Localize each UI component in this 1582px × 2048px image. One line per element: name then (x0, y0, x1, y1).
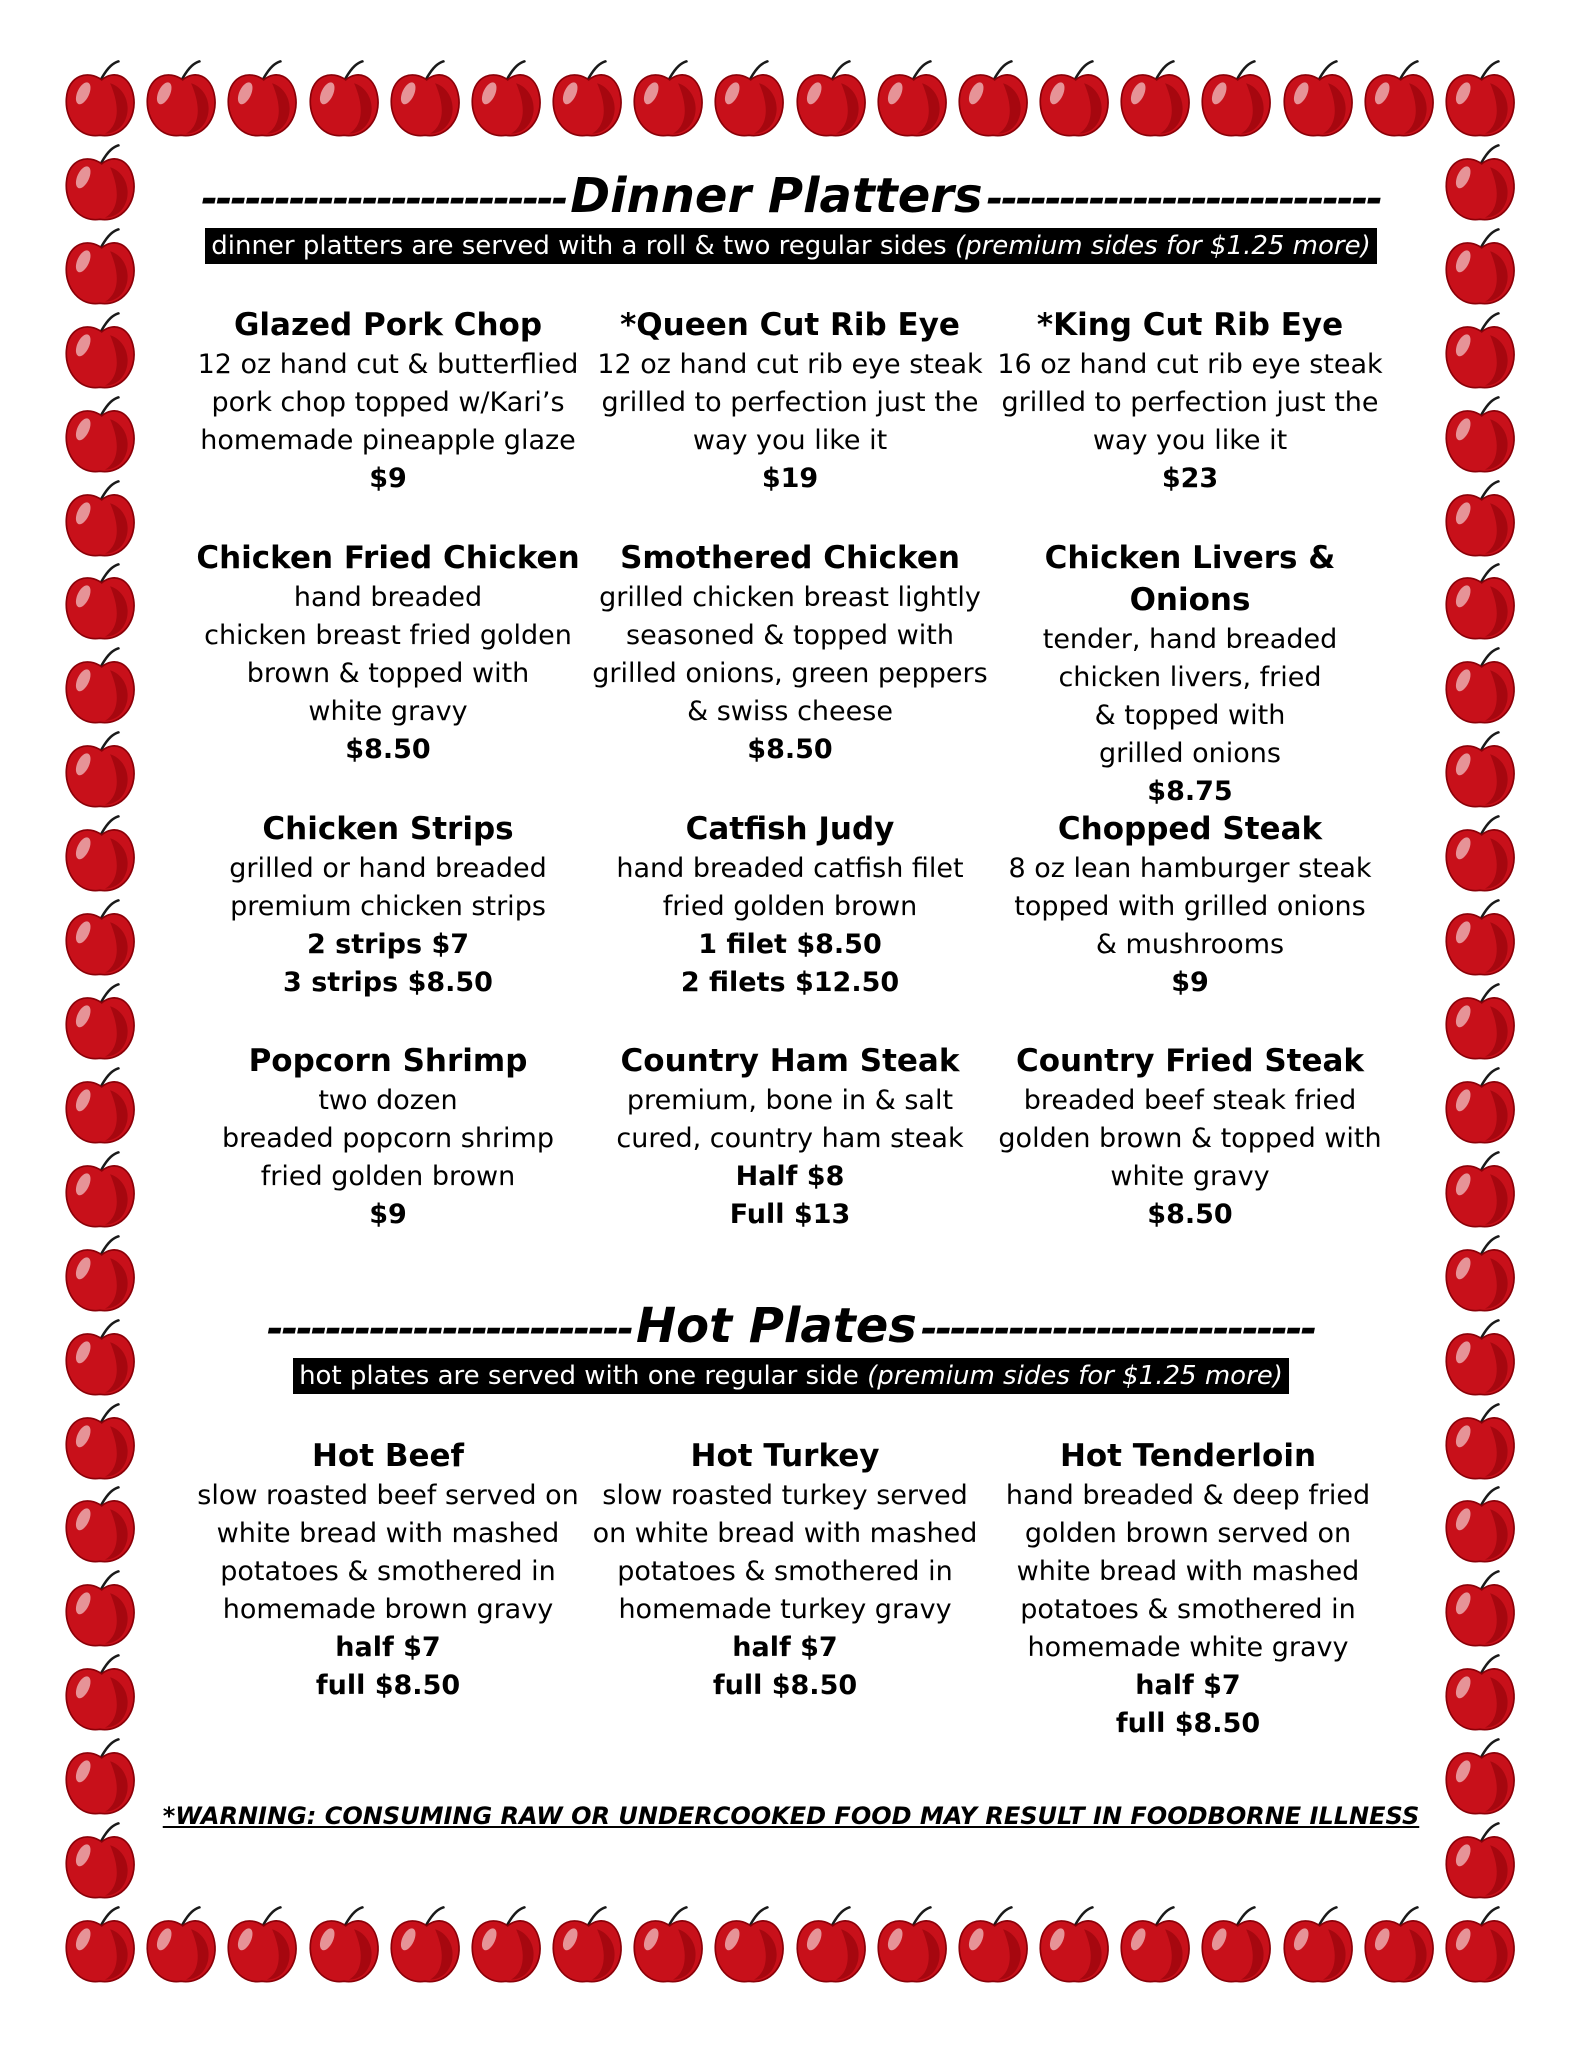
menu-item-description-line: 16 oz hand cut rib eye steak (997, 349, 1383, 380)
red-apple-icon (302, 1904, 386, 1988)
red-apple-icon (1438, 1149, 1522, 1233)
menu-item (590, 304, 990, 498)
menu-item-description-line: grilled chicken breast lightly (599, 582, 981, 613)
dinner-platters-title: Dinner Platters (570, 168, 983, 224)
heading-dashes-right: --------------------------- (986, 176, 1381, 222)
red-apple-icon (58, 394, 142, 478)
menu-item-description-line: grilled to perfection just the (601, 387, 979, 418)
subtitle-text: hot plates are served with one regular side (299, 1361, 868, 1391)
red-apple-icon (58, 1484, 142, 1568)
menu-item-name: Country Ham Steak (620, 1043, 960, 1079)
red-apple-icon (58, 645, 142, 729)
subtitle-text: dinner platters are served with a roll & two regular sides (211, 231, 955, 261)
red-apple-icon (1032, 58, 1116, 142)
menu-item-description-line: hand breaded & deep fried (1005, 1480, 1371, 1511)
red-apple-icon (58, 1065, 142, 1149)
menu-item-description-line: potatoes & smothered in (1020, 1594, 1356, 1625)
menu-item-description-line: & swiss cheese (687, 696, 893, 727)
menu-item-description-line: fried golden brown (662, 891, 918, 922)
menu-item-price: Full $13 (729, 1199, 851, 1230)
red-apple-icon (1438, 1065, 1522, 1149)
menu-item-description-line: breaded popcorn shrimp (222, 1123, 554, 1154)
menu-item (988, 1435, 1388, 1743)
menu-item-price: 1 filet $8.50 (698, 929, 882, 960)
menu-item (990, 808, 1390, 1002)
red-apple-icon (58, 981, 142, 1065)
menu-item-description-line: tender, hand breaded (1042, 624, 1338, 655)
red-apple-icon (1438, 645, 1522, 729)
menu-item-price: $8.50 (747, 734, 833, 765)
menu-item-name: Chopped Steak (1057, 811, 1323, 847)
menu-item-name: Country Fried Steak (1015, 1043, 1365, 1079)
red-apple-icon (707, 1904, 791, 1988)
menu-item (590, 808, 990, 1002)
red-apple-icon (220, 1904, 304, 1988)
red-apple-icon (1357, 1904, 1441, 1988)
menu-item-description-line: chicken breast fried golden (204, 620, 572, 651)
red-apple-icon (951, 58, 1035, 142)
heading-dashes-left: ------------------------- (266, 1306, 632, 1352)
menu-item-description-line: slow roasted beef served on (197, 1480, 579, 1511)
red-apple-icon (58, 310, 142, 394)
menu-item-description-line: 12 oz hand cut rib eye steak (597, 349, 983, 380)
red-apple-icon (1194, 1904, 1278, 1988)
menu-item-price: $9 (369, 463, 407, 494)
menu-item-price: full $8.50 (315, 1670, 461, 1701)
menu-item-description-line: homemade turkey gravy (618, 1594, 952, 1625)
red-apple-icon (789, 1904, 873, 1988)
menu-item-name: *Queen Cut Rib Eye (620, 307, 960, 343)
red-apple-icon (1438, 729, 1522, 813)
menu-item-price: 2 strips $7 (306, 929, 470, 960)
menu-item-price: $9 (369, 1199, 407, 1230)
menu-item-description-line: seasoned & topped with (626, 620, 954, 651)
red-apple-icon (1438, 1820, 1522, 1904)
menu-item-description-line: 12 oz hand cut & butterflied (197, 349, 579, 380)
red-apple-icon (383, 1904, 467, 1988)
menu-item-description-line: homemade pineapple glaze (200, 425, 576, 456)
dinner-platters-heading (0, 168, 1582, 224)
hot-plates-heading (0, 1298, 1582, 1354)
red-apple-icon (1438, 394, 1522, 478)
menu-item-price: $8.75 (1147, 776, 1233, 807)
menu-item-description-line: premium chicken strips (230, 891, 546, 922)
menu-item-description-line: pork chop topped w/Kari’s (211, 387, 565, 418)
red-apple-icon (707, 58, 791, 142)
menu-item-description-line: & mushrooms (1095, 929, 1285, 960)
menu-item-description-line: homemade brown gravy (222, 1594, 554, 1625)
menu-item-description-line: on white bread with mashed (592, 1518, 978, 1549)
red-apple-icon (626, 1904, 710, 1988)
menu-item-description-line: white gravy (1110, 1161, 1270, 1192)
menu-item-description-line: grilled to perfection just the (1001, 387, 1379, 418)
red-apple-icon (464, 1904, 548, 1988)
menu-item-description-line: hand breaded catfish filet (616, 853, 964, 884)
menu-item-name: Popcorn Shrimp (248, 1043, 528, 1079)
menu-item-description-line: fried golden brown (260, 1161, 516, 1192)
menu-item (188, 304, 588, 498)
menu-item-name: Chicken Fried Chicken (196, 540, 580, 576)
red-apple-icon (139, 1904, 223, 1988)
red-apple-icon (870, 1904, 954, 1988)
red-apple-icon (1276, 1904, 1360, 1988)
red-apple-icon (951, 1904, 1035, 1988)
menu-item-description-line: two dozen (318, 1085, 458, 1116)
red-apple-icon (789, 58, 873, 142)
menu-item-price: $8.50 (1147, 1199, 1233, 1230)
menu-item-name: Catfish Judy (685, 811, 895, 847)
red-apple-icon (1438, 897, 1522, 981)
red-apple-icon (58, 478, 142, 562)
heading-dashes-right: --------------------------- (920, 1306, 1316, 1352)
red-apple-icon (1032, 1904, 1116, 1988)
red-apple-icon (383, 58, 467, 142)
red-apple-icon (58, 1652, 142, 1736)
red-apple-icon (545, 1904, 629, 1988)
menu-item-description-line: breaded beef steak fried (1023, 1085, 1357, 1116)
menu-item (590, 1040, 990, 1234)
menu-item-price: half $7 (1135, 1670, 1241, 1701)
menu-item-description-line: golden brown & topped with (998, 1123, 1382, 1154)
red-apple-icon (58, 1401, 142, 1485)
menu-item (188, 808, 588, 1002)
menu-item-description-line: premium, bone in & salt (626, 1085, 954, 1116)
red-apple-icon (139, 58, 223, 142)
menu-item-price: half $7 (732, 1632, 838, 1663)
menu-item (188, 537, 588, 769)
red-apple-icon (545, 58, 629, 142)
menu-item (990, 537, 1390, 811)
menu-item-description-line: topped with grilled onions (1014, 891, 1366, 922)
red-apple-icon (1438, 1652, 1522, 1736)
foodborne-illness-warning: *WARNING: CONSUMING RAW OR UNDERCOOKED FOOD MAY RESULT IN FOODBORNE ILLNESS (162, 1802, 1420, 1830)
menu-item-description-line: homemade white gravy (1027, 1632, 1349, 1663)
subtitle-premium-note: (premium sides for $1.25 more) (867, 1361, 1283, 1391)
menu-item-price: $9 (1171, 967, 1209, 998)
subtitle-premium-note: (premium sides for $1.25 more) (954, 231, 1371, 261)
hot-plates-title: Hot Plates (635, 1298, 917, 1354)
menu-item (990, 304, 1390, 498)
menu-item-description-line: potatoes & smothered in (220, 1556, 556, 1587)
menu-item-name: Hot Beef (311, 1438, 465, 1474)
menu-item-price: $23 (1161, 463, 1219, 494)
red-apple-icon (1357, 58, 1441, 142)
menu-item (188, 1040, 588, 1234)
red-apple-icon (58, 1820, 142, 1904)
menu-item-price: Half $8 (735, 1161, 845, 1192)
red-apple-icon (58, 897, 142, 981)
dinner-platters-subtitle (0, 228, 1582, 264)
menu-item-description-line: white bread with mashed (216, 1518, 560, 1549)
menu-item-name: Glazed Pork Chop (233, 307, 543, 343)
menu-item-price: full $8.50 (1115, 1708, 1261, 1739)
menu-item-description-line: cured, country ham steak (616, 1123, 964, 1154)
red-apple-icon (58, 561, 142, 645)
menu-item-description-line: white bread with mashed (1016, 1556, 1360, 1587)
red-apple-icon (1113, 1904, 1197, 1988)
red-apple-icon (302, 58, 386, 142)
menu-item-name: *King Cut Rib Eye (1036, 307, 1344, 343)
menu-item-description-line: way you like it (692, 425, 888, 456)
red-apple-icon (58, 1904, 142, 1988)
menu-item-name: Hot Tenderloin (1059, 1438, 1317, 1474)
menu-item-price: $19 (761, 463, 819, 494)
menu-item-price: 3 strips $8.50 (283, 967, 493, 998)
subtitle-banner (205, 228, 1377, 264)
menu-item-description-line: golden brown served on (1024, 1518, 1352, 1549)
menu-item-price: $8.50 (345, 734, 431, 765)
red-apple-icon (1438, 478, 1522, 562)
red-apple-icon (58, 58, 142, 142)
red-apple-icon (1194, 58, 1278, 142)
menu-item-price: 2 filets $12.50 (680, 967, 900, 998)
menu-item-description-line: grilled onions, green peppers (592, 658, 988, 689)
heading-dashes-left: ------------------------- (201, 176, 567, 222)
menu-item-name: Hot Turkey (690, 1438, 880, 1474)
menu-item-description-line: slow roasted turkey served (602, 1480, 968, 1511)
red-apple-icon (1438, 1401, 1522, 1485)
subtitle-banner (293, 1358, 1289, 1394)
menu-item-name: Smothered Chicken (620, 540, 960, 576)
red-apple-icon (58, 1149, 142, 1233)
red-apple-icon (1438, 813, 1522, 897)
menu-item-description-line: 8 oz lean hamburger steak (1008, 853, 1372, 884)
menu-item-price: half $7 (335, 1632, 441, 1663)
menu-item-name: Chicken Livers & Onions (1044, 540, 1336, 618)
menu-item-name: Chicken Strips (262, 811, 514, 847)
menu-item (990, 1040, 1390, 1234)
menu-item-description-line: & topped with (1094, 700, 1286, 731)
red-apple-icon (1438, 561, 1522, 645)
red-apple-icon (870, 58, 954, 142)
red-apple-icon (1276, 58, 1360, 142)
red-apple-icon (1438, 58, 1522, 142)
red-apple-icon (58, 1568, 142, 1652)
red-apple-icon (1438, 1484, 1522, 1568)
red-apple-icon (58, 813, 142, 897)
menu-item-description-line: chicken livers, fried (1058, 662, 1322, 693)
red-apple-icon (1438, 1568, 1522, 1652)
menu-item-description-line: hand breaded (293, 582, 483, 613)
red-apple-icon (1438, 981, 1522, 1065)
red-apple-icon (464, 58, 548, 142)
red-apple-icon (220, 58, 304, 142)
menu-item-description-line: way you like it (1092, 425, 1288, 456)
menu-item (590, 537, 990, 769)
hot-plates-subtitle (0, 1358, 1582, 1394)
menu-item (585, 1435, 985, 1705)
menu-item (188, 1435, 588, 1705)
red-apple-icon (626, 58, 710, 142)
menu-item-description-line: white gravy (308, 696, 468, 727)
red-apple-icon (1113, 58, 1197, 142)
menu-item-description-line: potatoes & smothered in (617, 1556, 953, 1587)
red-apple-icon (1438, 1904, 1522, 1988)
menu-item-price: full $8.50 (712, 1670, 858, 1701)
menu-item-description-line: grilled onions (1099, 738, 1281, 769)
menu-item-description-line: grilled or hand breaded (229, 853, 547, 884)
menu-item-description-line: brown & topped with (246, 658, 530, 689)
red-apple-icon (58, 729, 142, 813)
red-apple-icon (1438, 310, 1522, 394)
